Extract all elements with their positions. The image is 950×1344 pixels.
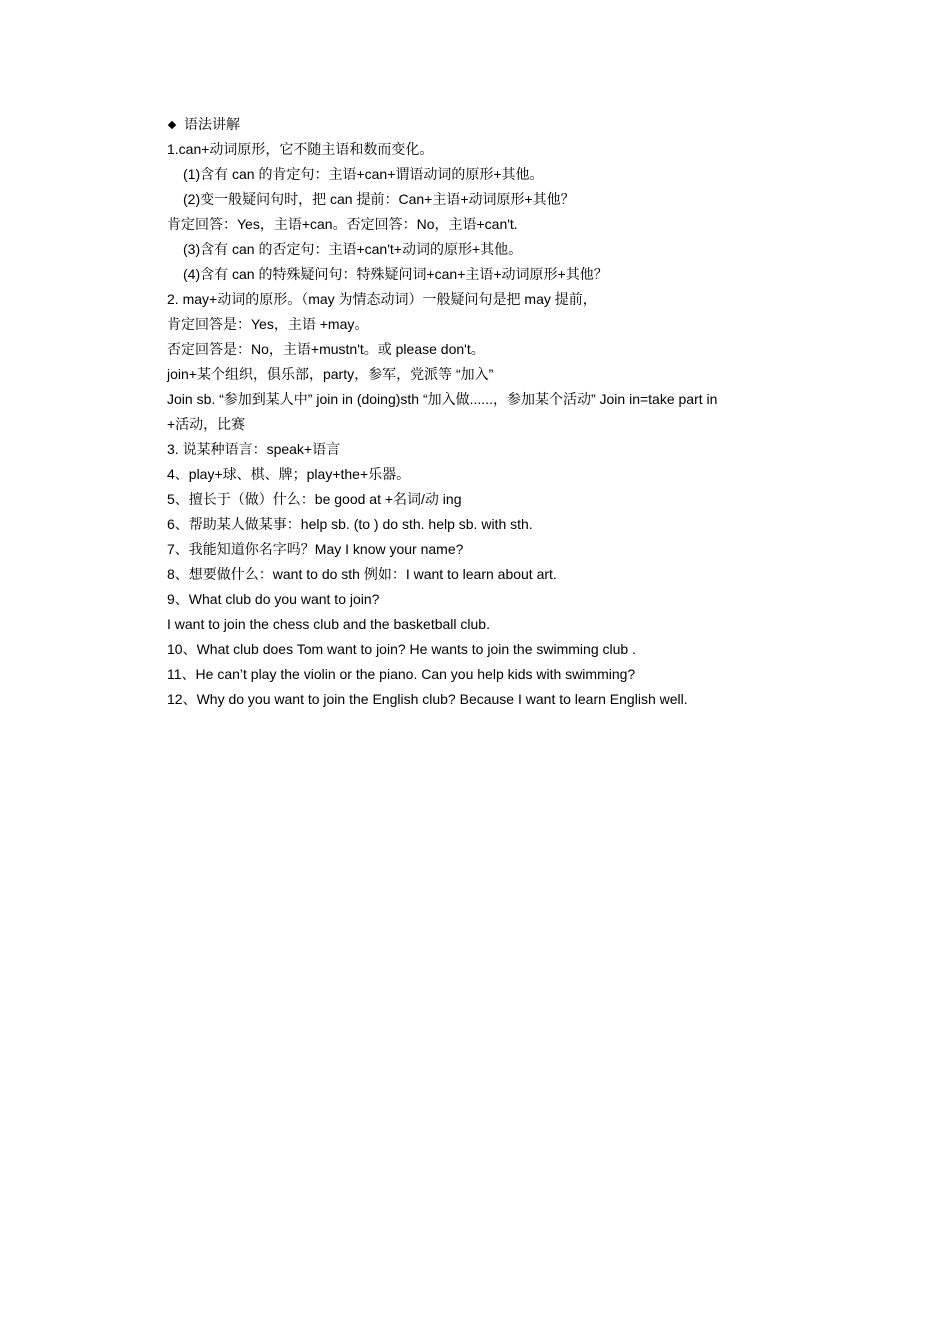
grammar-section xyxy=(167,112,817,712)
text-line: (2)变一般疑问句时，把 can 提前：Can+主语+动词原形+其他？ xyxy=(183,191,575,207)
text-line: 5、擅长于（做）什么：be good at +名词/动 ing xyxy=(167,491,462,507)
text-line: 11、He can’t play the violin or the piano. Can you help kids with swimming? xyxy=(167,666,636,682)
text-line: 7、我能知道你名字吗？May I know your name? xyxy=(167,541,464,557)
text-line: 9、What club do you want to join? xyxy=(167,591,380,607)
text-line: I want to join the chess club and the basketball club. xyxy=(167,616,490,632)
text-line: 肯定回答是：Yes，主语 +may。 xyxy=(167,316,369,332)
text-line: 3. 说某种语言：speak+语言 xyxy=(167,441,341,457)
text-line: (1)含有 can 的肯定句：主语+can+谓语动词的原形+其他。 xyxy=(183,166,544,182)
text-line: join+某个组织，俱乐部，party，参军，党派等 “加入” xyxy=(167,366,494,382)
section-heading-text: 语法讲解 xyxy=(184,116,240,132)
section-heading xyxy=(167,112,817,137)
text-line: 4、play+球、棋、牌；play+the+乐器。 xyxy=(167,466,411,482)
text-line: 肯定回答：Yes，主语+can。否定回答：No，主语+can't. xyxy=(167,216,518,232)
text-line: 6、帮助某人做某事：help sb. (to ) do sth. help sb. with sth. xyxy=(167,516,533,532)
text-line: 12、Why do you want to join the English club? Because I want to learn English well. xyxy=(167,691,688,707)
text-line: (3)含有 can 的否定句：主语+can't+动词的原形+其他。 xyxy=(183,241,523,257)
text-line: 10、What club does Tom want to join? He wants to join the swimming club . xyxy=(167,641,636,657)
text-line: 否定回答是：No，主语+mustn't。或 please don't。 xyxy=(167,341,485,357)
text-line: 1.can+动词原形，它不随主语和数而变化。 xyxy=(167,141,434,157)
text-line: 2. may+动词的原形。（may 为情态动词）一般疑问句是把 may 提前， xyxy=(167,291,597,307)
diamond-bullet-icon xyxy=(168,120,176,128)
text-line: Join sb. “参加到某人中” join in (doing)sth “加入做......，参加某个活动” Join in=take part in xyxy=(167,391,718,407)
text-line: 8、想要做什么：want to do sth 例如：I want to learn about art. xyxy=(167,566,557,582)
text-line: (4)含有 can 的特殊疑问句：特殊疑问词+can+主语+动词原形+其他？ xyxy=(183,266,608,282)
text-line: +活动，比赛 xyxy=(167,416,246,432)
